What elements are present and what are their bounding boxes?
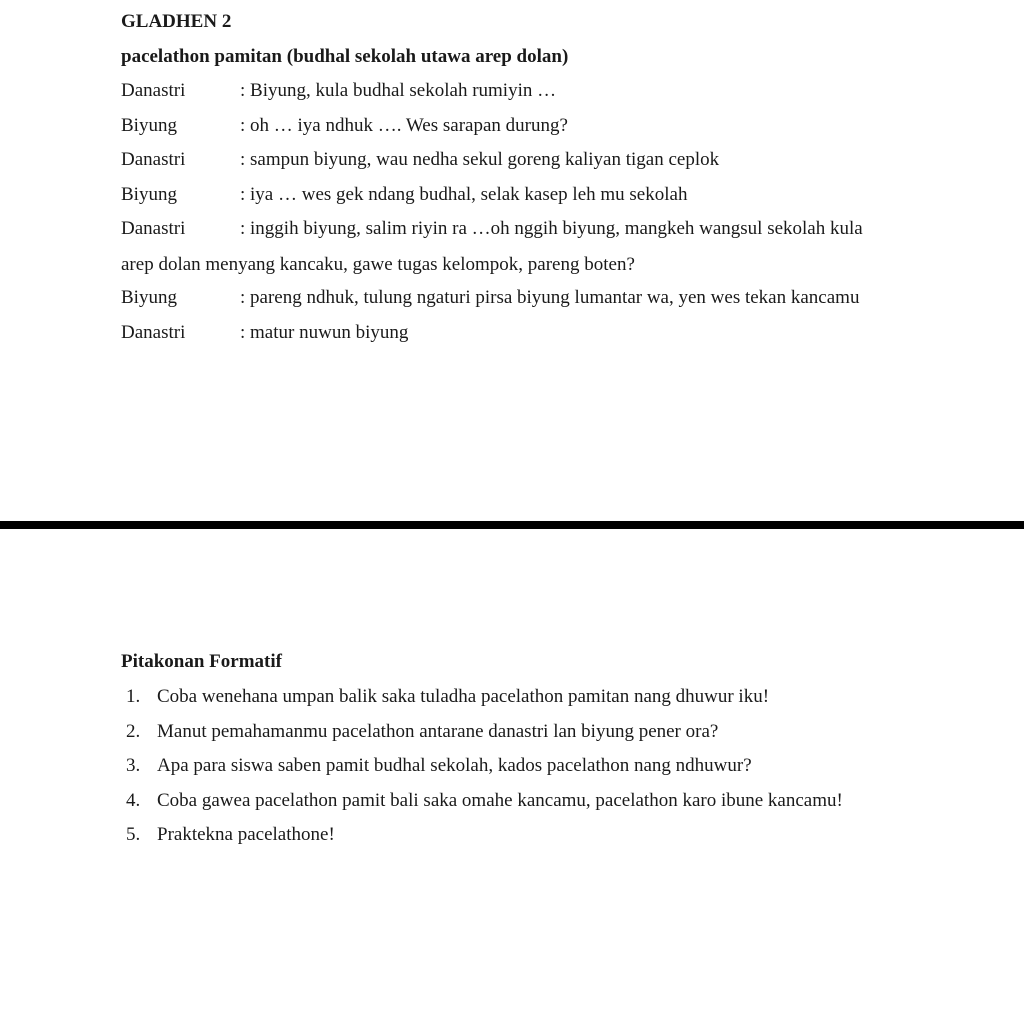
question-text: Apa para siswa saben pamit budhal sekolah, kados pacelathon nang ndhuwur? — [157, 755, 752, 776]
question-item — [126, 821, 335, 849]
question-number: 4. — [126, 790, 141, 811]
dialog-continuation: arep dolan menyang kancaku, gawe tugas kelompok, pareng boten? — [121, 254, 635, 275]
question-item — [126, 683, 769, 711]
question-text: Manut pemahamanmu pacelathon antarane danastri lan biyung pener ora? — [157, 721, 719, 742]
dialog-text: : Biyung, kula budhal sekolah rumiyin … — [240, 80, 557, 101]
dialog-text: : inggih biyung, salim riyin ra …oh nggih biyung, mangkeh wangsul sekolah kula — [240, 218, 863, 239]
dialog-line — [121, 112, 1001, 140]
dialog-speaker: Biyung — [121, 115, 177, 136]
page-title: GLADHEN 2 — [121, 11, 232, 32]
dialog-line — [121, 181, 1001, 209]
dialog-text: : sampun biyung, wau nedha sekul goreng kaliyan tigan ceplok — [240, 149, 720, 170]
page-divider — [0, 521, 1024, 529]
question-item — [126, 787, 843, 815]
dialog-text: : pareng ndhuk, tulung ngaturi pirsa biyung lumantar wa, yen wes tekan kancamu — [240, 287, 860, 308]
question-number: 3. — [126, 755, 141, 776]
dialog-line — [121, 284, 1001, 312]
question-number: 1. — [126, 686, 141, 707]
question-item — [126, 752, 752, 780]
question-number: 5. — [126, 824, 141, 845]
dialog-speaker: Danastri — [121, 218, 186, 239]
dialog-text: : oh … iya ndhuk …. Wes sarapan durung? — [240, 115, 568, 136]
question-text: Praktekna pacelathone! — [157, 824, 335, 845]
question-number: 2. — [126, 721, 141, 742]
dialog-speaker: Biyung — [121, 287, 177, 308]
dialog-speaker: Danastri — [121, 322, 186, 343]
dialog-speaker: Biyung — [121, 184, 177, 205]
dialog-speaker: Danastri — [121, 149, 186, 170]
dialog-text: : matur nuwun biyung — [240, 322, 409, 343]
dialog-subtitle: pacelathon pamitan (budhal sekolah utawa arep dolan) — [121, 46, 569, 67]
question-text: Coba wenehana umpan balik saka tuladha pacelathon pamitan nang dhuwur iku! — [157, 686, 770, 707]
dialog-speaker: Danastri — [121, 80, 186, 101]
dialog-line — [121, 146, 1001, 174]
question-item — [126, 718, 718, 746]
dialog-text: : iya … wes gek ndang budhal, selak kasep leh mu sekolah — [240, 184, 688, 205]
dialog-line — [121, 215, 1001, 243]
question-text: Coba gawea pacelathon pamit bali saka omahe kancamu, pacelathon karo ibune kancamu! — [157, 790, 843, 811]
section-title: Pitakonan Formatif — [121, 651, 282, 672]
dialog-line — [121, 319, 1001, 347]
dialog-line — [121, 77, 1001, 105]
